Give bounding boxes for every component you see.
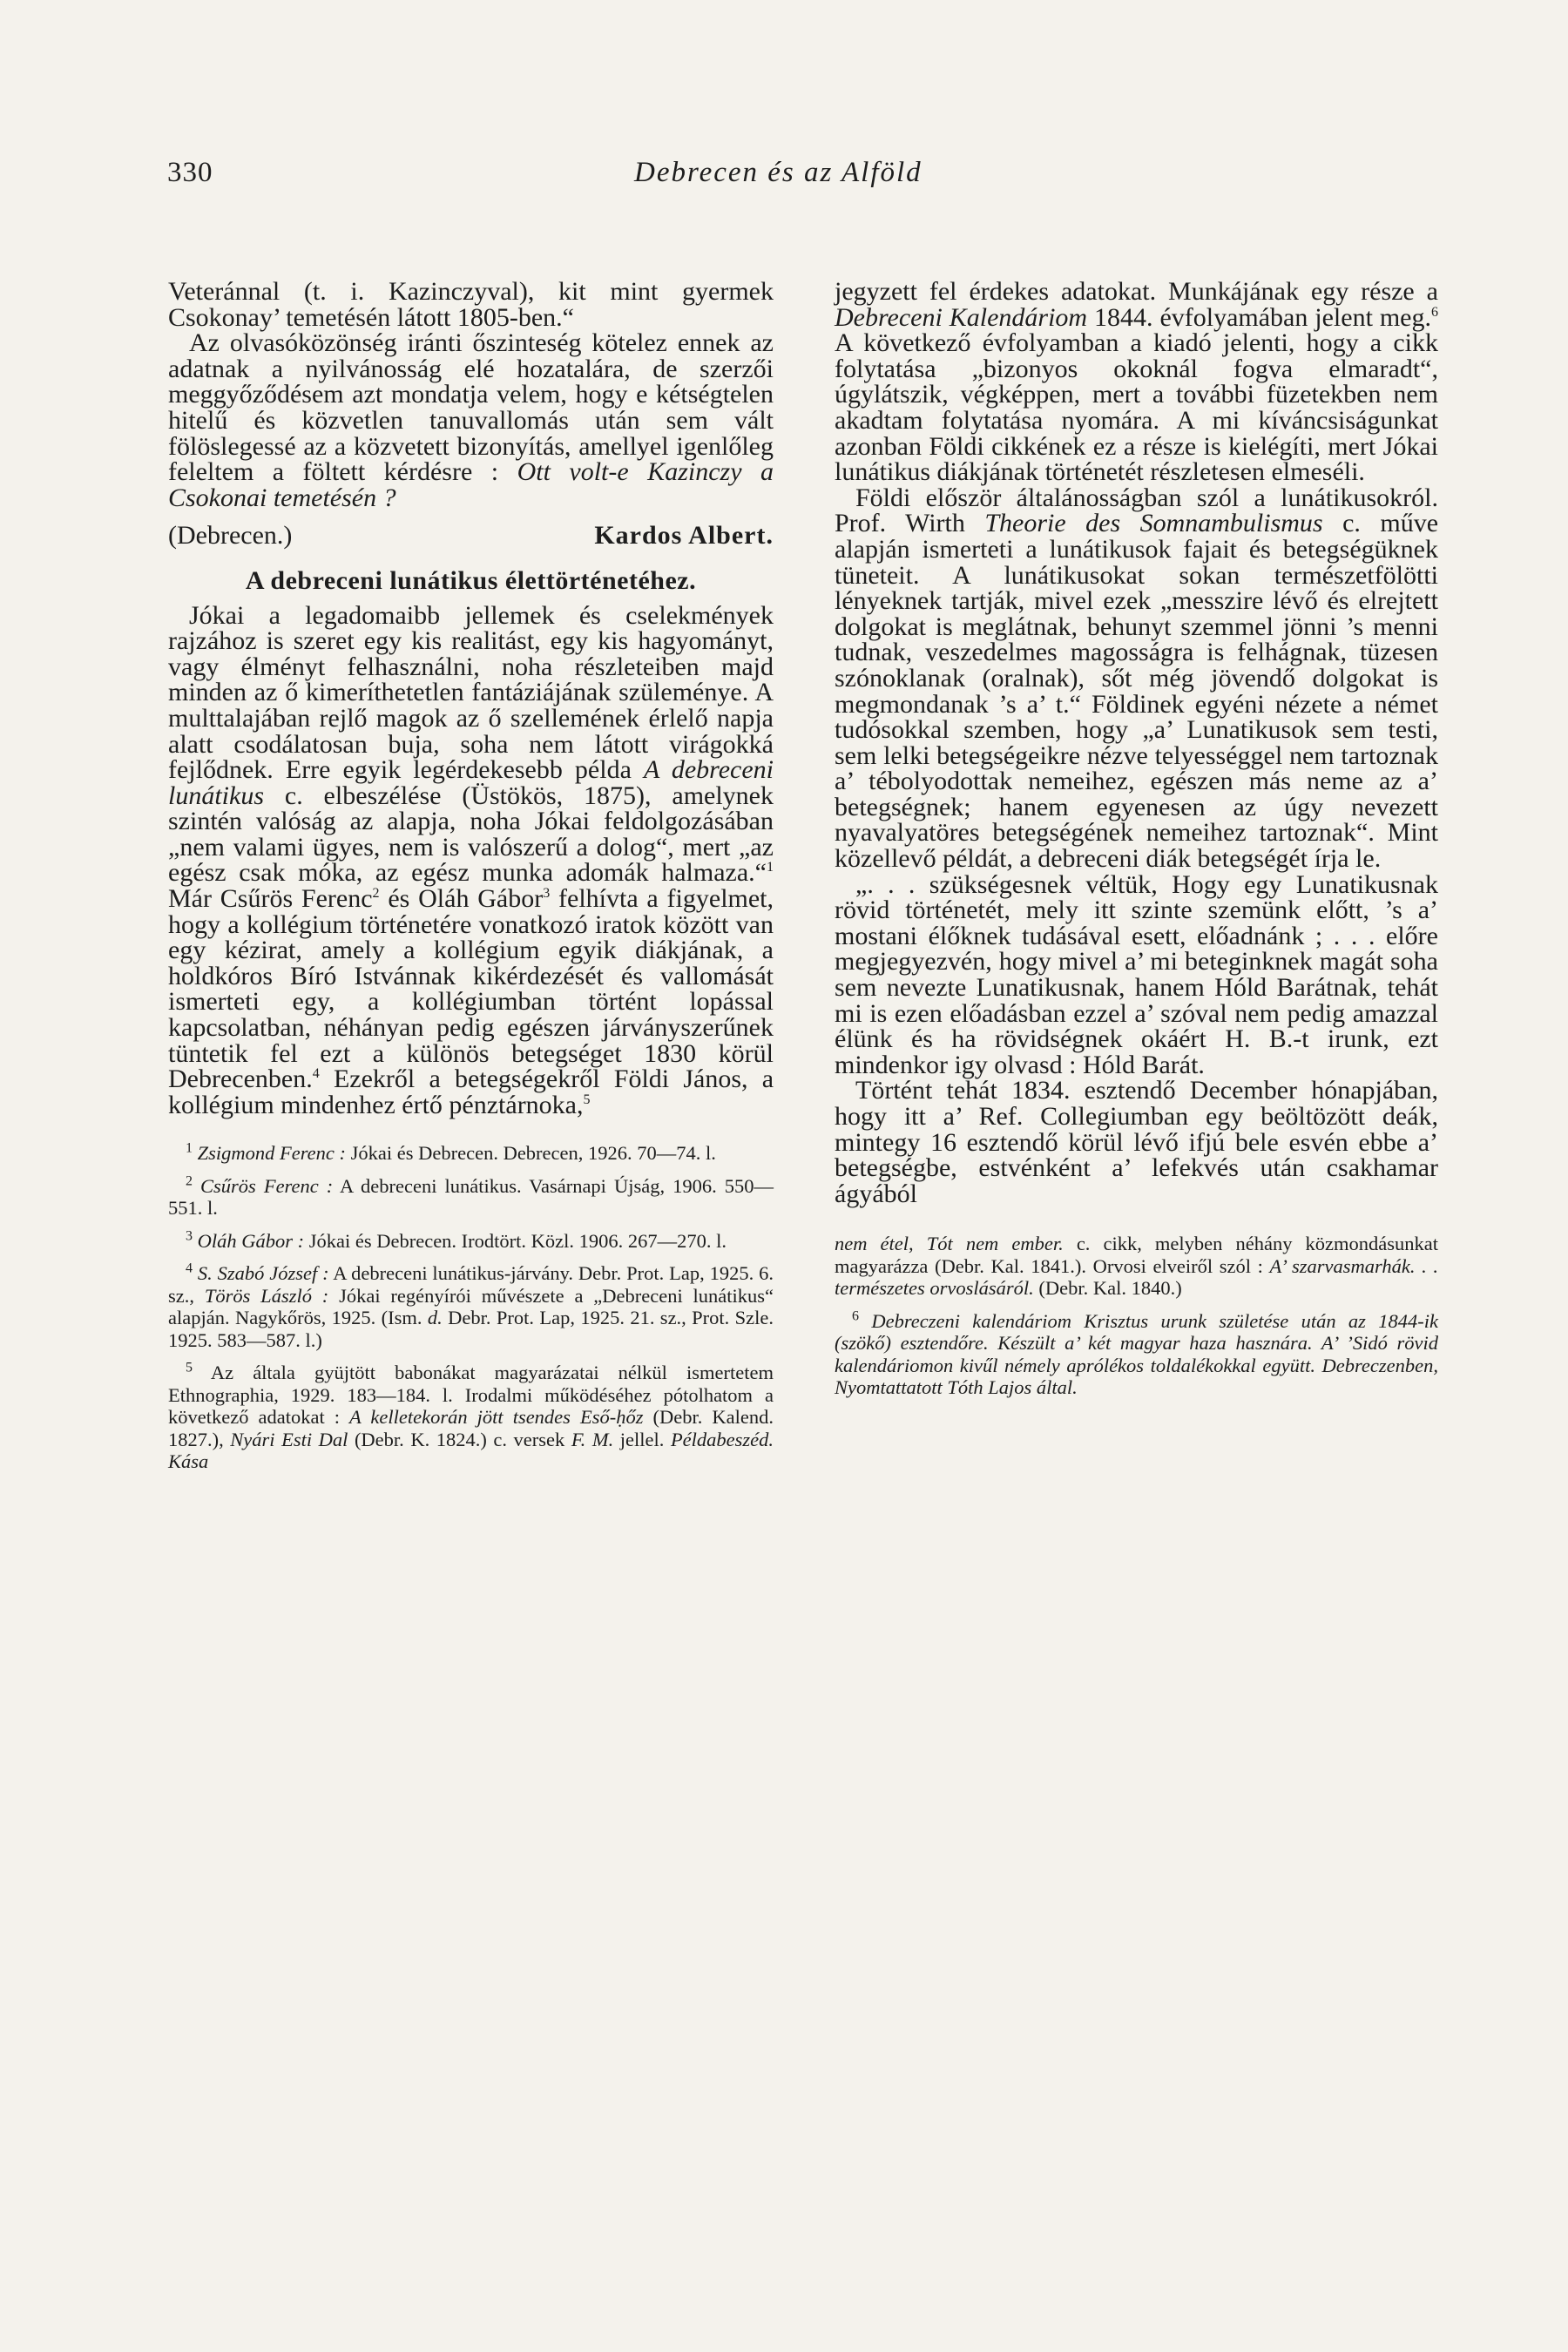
running-title: Debrecen és az Alföld [634,157,923,188]
quote-paragraph: Történt tehát 1834. esztendő December hónapjában, hogy itt a’ Ref. Collegiumban egy beöltözött deák, mintegy 16 esztendő körül lévő ifjú bele esvén ebbe a’ betegségbe, estvénként a’ lefekvés után csakhamar ágyából [835,1076,1438,1208]
footnotes [835,1233,1438,1399]
paragraph: Az olvasóközönség iránti őszinteség kötelez ennek az adatnak a nyilvánosság elé hozatalára, de szerzői meggyőződésem azt mondatja velem, hogy e kétségtelen hitelű és közvetlen tanuvallomás után sem vált fölöslegessé az a közvetett bizonyítás, amellyel igenlőleg feleltem a föltett kérdésre : Ott volt-e Kazinczy a Csokonai temetésén ? [168,328,774,512]
left-column [168,279,774,1484]
page-header [0,157,1568,200]
footnotes [168,1142,774,1473]
page-number: 330 [167,157,213,188]
footnote: $^4$ S. Szabó József : A debreceni lunátikus-járvány. Debr. Prot. Lap, 1925. 6. sz., Törös László : Jókai regényírói művészete a „Debreceni lunátikus“ alapján. Nagykőrös, 1925. (Ism. d. Debr. Prot. Lap, 1925. 21. sz., Prot. Szle. 1925. 583—587. l.) [168,1260,774,1351]
footnote: $^5$ Az általa gyüjtött babonákat magyarázatai nélkül ismertetem Ethnographia, 1929. 183—184. l. Irodalmi működéséhez pótolhatom a következő adatokat : A kelletekorán jött tsendes Eső-ḥőz (Debr. Kalend. 1827.), Nyári Esti Dal (Debr. K. 1824.) c. versek F. M. jellel. Példabeszéd. Kása [168,1360,774,1473]
quote-paragraph: „. . . szükségesnek véltük, Hogy egy Lunatikusnak rövid történetét, mely itt szinte szemünk előtt, ’s a’ mostani élőknek tudásával esett, előadnánk ; . . . előre megjegyezvén, hogy mivel a’ mi beteginknek magát soha sem nevezte Lunatikusnak, hanem Hóld Barátnak, tehát mi is ezen előadásban ezzel a’ szóval nem pedig amazzal élünk és ha rövidségnek okáért H. B.-t irunk, ezt mindenkor igy olvasd : Hóld Barát. [835,869,1438,1079]
footnote: $^1$ Zsigmond Ferenc : Jókai és Debrecen. Debrecen, 1926. 70—74. l. [186,1140,716,1165]
paragraph: jegyzett fel érdekes adatokat. Munkájának egy része a Debreceni Kalendáriom 1844. évfolyamában jelent meg.$^6$ A következő évfolyamban a kiadó jelenti, hogy a cikk folytatása „bizonyos okoknál fogva elmaradt“, úgylátszik, végképpen, mert a további füzetekben nem akadtam folytatása nyomára. A mi kíváncsiságunkat azonban Földi cikkének ez a része is kielégíti, mert Jókai lunátikus diákjának történetét részletesen elmeséli. [835,277,1438,487]
signature-author: Kardos Albert. [594,521,774,551]
signature-place: (Debrecen.) [168,521,293,551]
paragraph: Jókai a legadomaibb jellemek és cselekmények rajzához is szeret egy kis realitást, egy kis hagyományt, vagy élményt felhasználni, noha részleteiben majd minden az ő kimeríthetetlen fantáziájának szüleménye. A multtalajában rejlő magok az ő szellemének érlelő napja alatt csodálatosan buja, soha nem látott virágokká fejlődnek. Erre egyik legérdekesebb példa A debreceni lunátikus c. elbeszélése (Üstökös, 1875), amelynek szintén valóság az alapja, noha Jókai feldolgozásában „nem valami ügyes, nem is valószerű a dolog“, mert „az egész csak móka, az egész munka adomák halmaza.“$^1$ Már Csűrös Ferenc$^2$ és Oláh Gábor$^3$ felhívta a figyelmet, hogy a kollégium történetére vonatkozó iratok között van egy kézirat, amely a kollégium egyik diákjának, a holdkóros Bíró Istvánnak kikérdezését és vallomását ismerteti egy, a kollégiumban történt lopással kapcsolatban, néhányan pedig egészen járványszerűnek tüntetik fel ezt a különös betegséget 1830 körül Debrecenben.$^4$ Ezekről a betegségekről Földi János, a kollégium mindenhez értő pénztárnoka,$^5$ [168,600,774,1119]
footnote: $^6$ Debreczeni kalendáriom Krisztus urunk születése után az 1844-ik (szökő) esztendőre. Készült a’ két magyar haza hasznára. A’ ’Sidó rövid kalendáriomon kivűl némely aprólékos toldalékokkal együtt. Debreczenben, Nyomtattatott Tóth Lajos által. [835,1308,1439,1399]
paragraph: Földi először általánosságban szól a lunátikusokról. Prof. Wirth Theorie des Somnambulismus c. műve alapján ismerteti a lunátikusok fajait és betegségüknek tüneteit. A lunátikusokat sokan természetfölötti lényeknek tartják, mivel ezek „messzire lévő és elrejtett dolgokat is meglátnak, behunyt szemmel jönni ’s menni tudnak, veszedelmes magosságra is felhágnak, tüzesen szónoklanak (oralnak), sőt még jövendő dolgokat is megmondanak ’s a’ t.“ Földinek egyéni nézete a német tudósokkal szemben, hogy „a’ Lunatikusok sem testi, sem lelki betegségeikre nézve telyességgel nem tartoznak a’ tébolyodottak nemeihez, egészen más neme az a’ betegségnek; hanem egyenesen az úgy nevezett nyavalyatöres betegségének nemeihez tartoznak“. Mint közellevő példát, a debreceni diák betegségét írja le. [835,483,1439,874]
section-title: A debreceni lunátikus élettörténetéhez. [245,565,697,595]
signature [168,523,774,549]
right-column [835,279,1438,1409]
paragraph: Veteránnal (t. i. Kazinczyval), kit mint gyermek Csokonay’ temetésén látott 1805-ben.“ [168,277,774,332]
footnote-continuation: nem étel, Tót nem ember. c. cikk, melyben néhány közmondásunkat magyarázza (Debr. Kal. 1841.). Orvosi elveiről szól : A’ szarvasmarhák. . . természetes orvoslásáról. (Debr. Kal. 1840.) [835,1233,1438,1300]
footnote: $^2$ Csűrös Ferenc : A debreceni lunátikus. Vasárnapi Újság, 1906. 550—551. l. [168,1173,774,1220]
footnote: $^3$ Oláh Gábor : Jókai és Debrecen. Irodtört. Közl. 1906. 267—270. l. [186,1228,727,1252]
